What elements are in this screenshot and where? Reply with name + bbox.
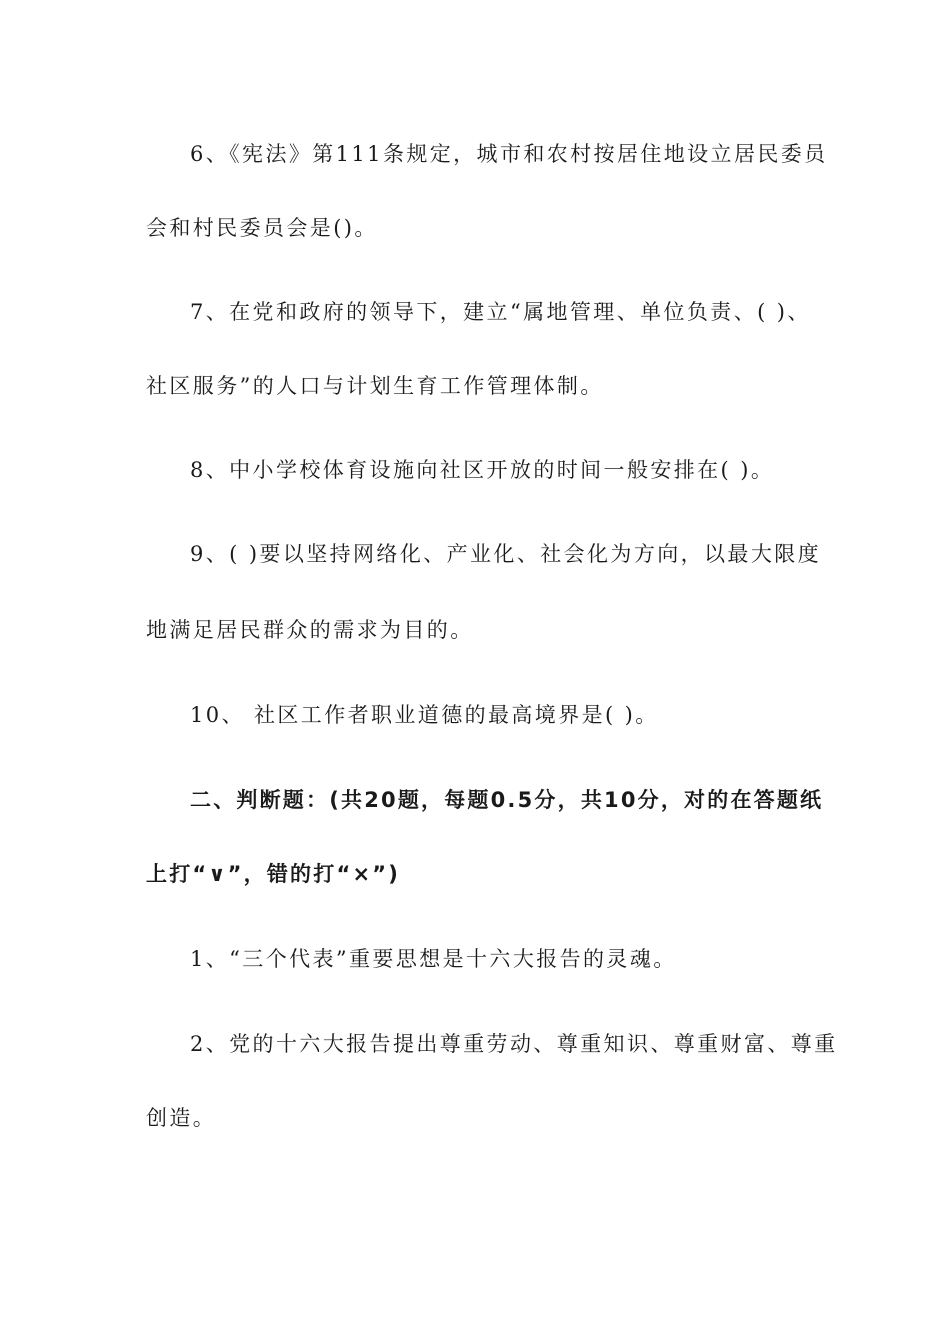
question-6-line-1: 6、《宪法》第111条规定，城市和农村按居住地设立居民委员 — [190, 142, 828, 166]
judgment-2-line-1: 2、党的十六大报告提出尊重劳动、尊重知识、尊重财富、尊重 — [190, 1032, 838, 1056]
question-8-line-1: 8、中小学校体育设施向社区开放的时间一般安排在( )。 — [190, 458, 775, 482]
question-6-line-2: 会和村民委员会是()。 — [146, 216, 378, 240]
judgment-1-line-1: 1、“三个代表”重要思想是十六大报告的灵魂。 — [190, 947, 677, 971]
question-9-line-1: 9、( )要以坚持网络化、产业化、社会化为方向，以最大限度 — [190, 542, 822, 566]
judgment-2-line-2: 创造。 — [146, 1106, 217, 1130]
question-7-line-2: 社区服务”的人口与计划生育工作管理体制。 — [146, 374, 604, 398]
question-7-line-1: 7、在党和政府的领导下，建立“属地管理、单位负责、( )、 — [190, 300, 811, 324]
section-2-heading-line-2: 上打“∨”，错的打“×”) — [146, 862, 401, 886]
section-2-heading-line-1: 二、判断题：(共20题，每题0.5分，共10分，对的在答题纸 — [190, 788, 824, 812]
question-10-line-1: 10、 社区工作者职业道德的最高境界是( )。 — [190, 703, 659, 727]
question-9-line-2: 地满足居民群众的需求为目的。 — [146, 618, 474, 642]
